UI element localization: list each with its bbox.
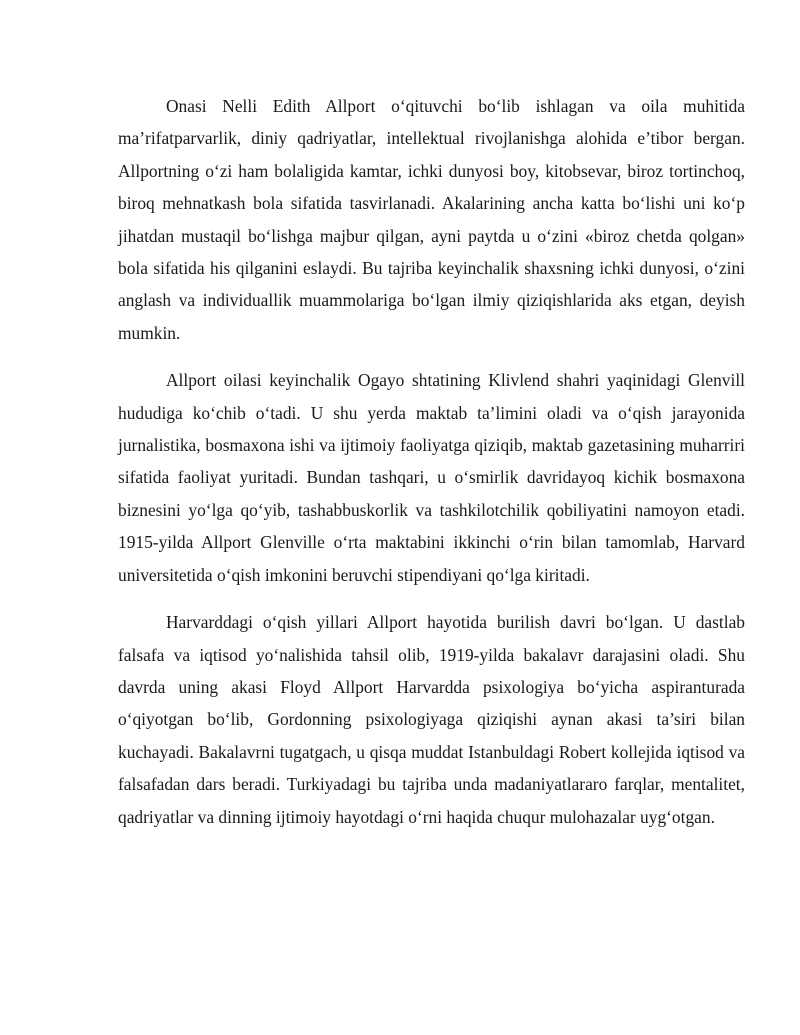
paragraph-3: Harvarddagi o‘qish yillari Allport hayotida burilish davri bo‘lgan. U dastlab falsafa va iqtisod yo‘nalishida tahsil olib, 1919-yilda bakalavr darajasini oladi. Shu davrda uning akasi Floyd Allport Harvardda psixologiya bo‘yicha aspiranturada o‘qiyotgan bo‘lib, Gordonning psixologiyaga qiziqishi aynan akasi ta’siri bilan kuchayadi. Bakalavrni tugatgach, u qisqa muddat Istanbuldagi Robert kollejida iqtisod va falsafadan dars beradi. Turkiyadagi bu tajriba unda madaniyatlararo farqlar, mentalitet, qadriyatlar va dinning ijtimoiy hayotdagi o‘rni haqida chuqur mulohazalar uyg‘otgan. xyxy=(118,612,745,827)
document-body xyxy=(118,90,745,848)
paragraph-2: Allport oilasi keyinchalik Ogayo shtatining Klivlend shahri yaqinidagi Glenvill hududiga ko‘chib o‘tadi. U shu yerda maktab ta’limini oladi va o‘qish jarayonida jurnalistika, bosmaxona ishi va ijtimoiy faoliyatga qiziqib, maktab gazetasining muharriri sifatida faoliyat yuritadi. Bundan tashqari, u o‘smirlik davridayoq kichik bosmaxona biznesini yo‘lga qo‘yib, tashabbuskorlik va tashkilotchilik qobiliyatini namoyon etadi. 1915-yilda Allport Glenville o‘rta maktabini ikkinchi o‘rin bilan tamomlab, Harvard universitetida o‘qish imkonini beruvchi stipendiyani qo‘lga kiritadi. xyxy=(118,370,745,585)
paragraph-1: Onasi Nelli Edith Allport o‘qituvchi bo‘lib ishlagan va oila muhitida ma’rifatparvarlik, diniy qadriyatlar, intellektual rivojlanishga alohida e’tibor bergan. Allportning o‘zi ham bolaligida kamtar, ichki dunyosi boy, kitobsevar, biroz tortinchoq, biroq mehnatkash bola sifatida tasvirlanadi. Akalarining ancha katta bo‘lishi uni ko‘p jihatdan mustaqil bo‘lishga majbur qilgan, ayni paytda u o‘zini «biroz chetda qolgan» bola sifatida his qilganini eslaydi. Bu tajriba keyinchalik shaxsning ichki dunyosi, o‘zini anglash va individuallik muammolariga bo‘lgan ilmiy qiziqishlarida aks etgan, deyish mumkin. xyxy=(118,96,745,343)
